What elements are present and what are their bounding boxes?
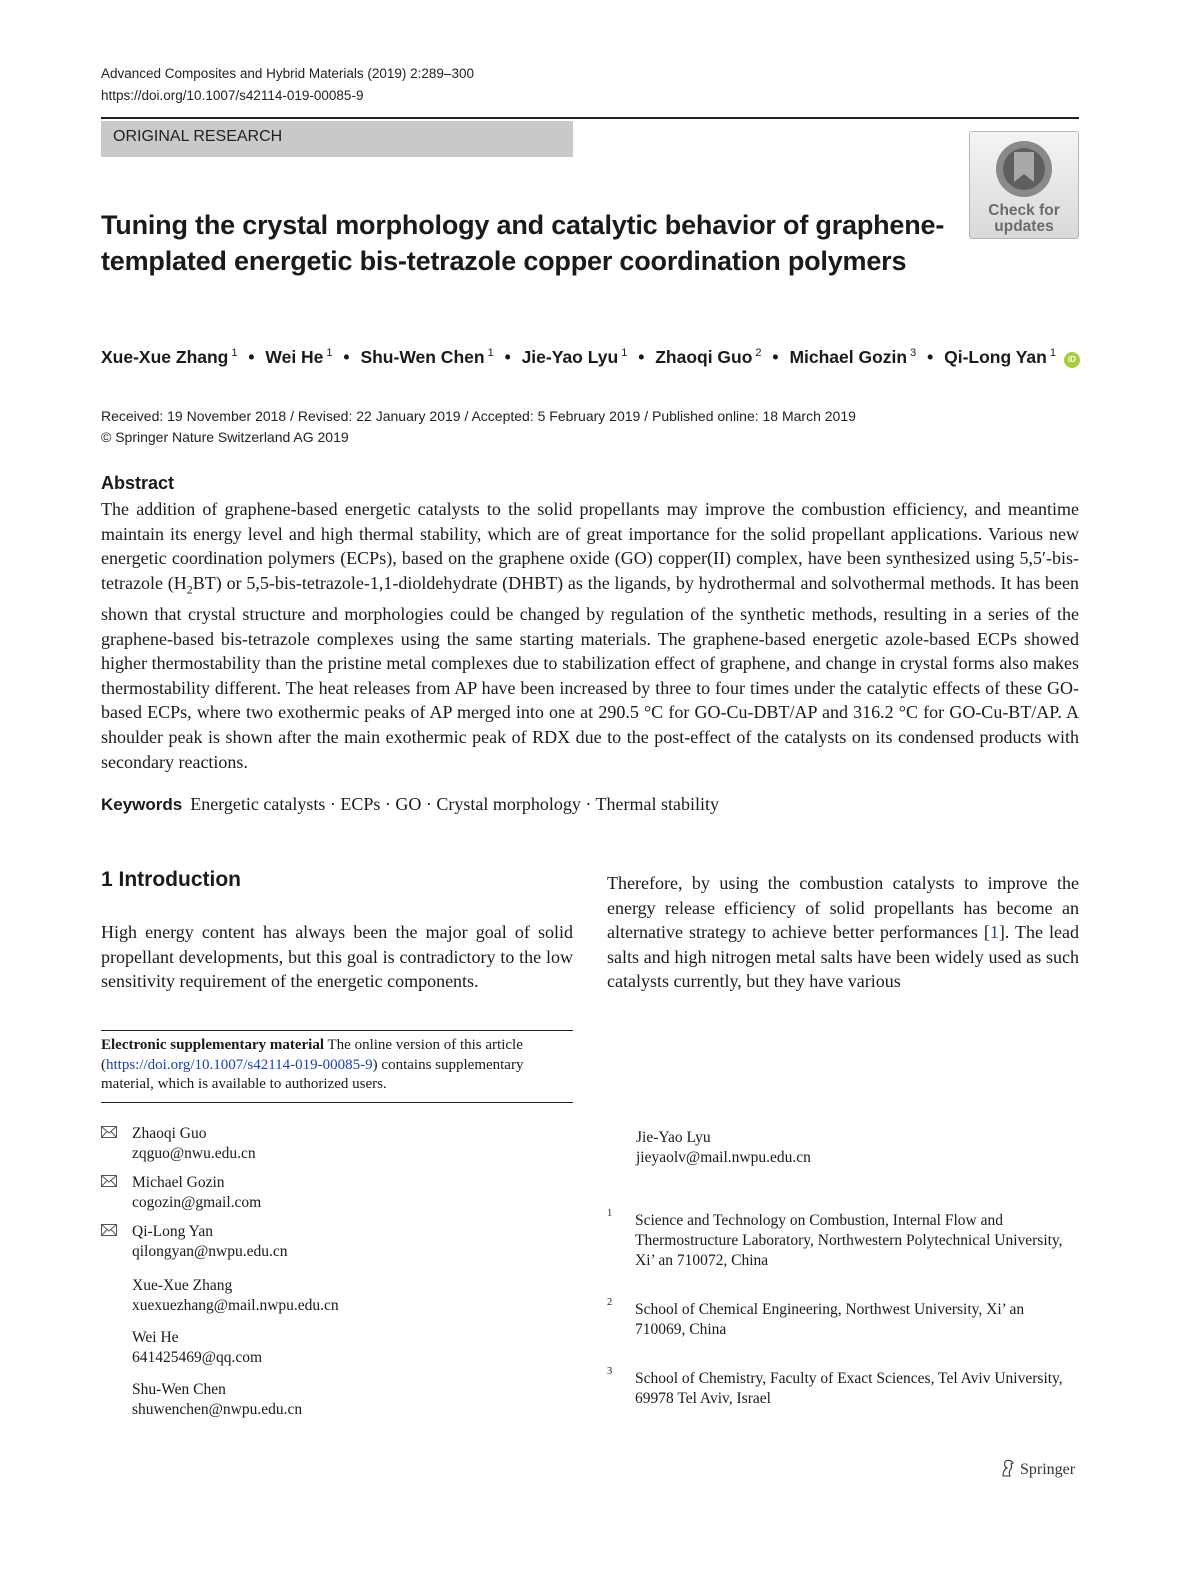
publication-dates: Received: 19 November 2018 / Revised: 22 January 2019 / Accepted: 5 February 2019 / Published online: 18 March 2019 — [101, 408, 856, 424]
publisher-logo — [1000, 1459, 1075, 1479]
intro-text: Therefore, by using the combustion catalysts to improve the energy release efficiency of solid propellants has become an alternative strategy to achieve better performances [ — [607, 873, 1079, 943]
abstract-heading: Abstract — [101, 473, 175, 493]
section-label: ORIGINAL RESEARCH — [101, 121, 573, 157]
abstract-text — [101, 497, 1079, 774]
contact-email[interactable]: 641425469@qq.com — [132, 1348, 263, 1366]
keywords-text: Energetic catalysts · ECPs · GO · Crystal morphology · Thermal stability — [190, 794, 719, 814]
header-rule — [101, 117, 1079, 119]
author[interactable]: Jie-Yao Lyu — [521, 347, 619, 367]
author-separator: • — [927, 347, 934, 367]
esm-label: Electronic supplementary material — [101, 1037, 325, 1053]
affiliation-marker: 2 — [755, 347, 762, 360]
abstract-part: BT) or 5,5-bis-tetrazole-1,1-dioldehydrate (DHBT) as the ligands, by hydrothermal and solvothermal methods. It has been shown that crystal structure and morphologies could be changed by regulation of the synthetic methods, resulting in a series of the graphene-based bis-tetrazole complexes using the same starting materials. The graphene-based energetic azole-based ECPs showed higher thermostability than the pristine metal complexes due to stabilization effect of graphene, and change in crystal forms also makes thermostability different. The heat releases from AP have been increased by three to four times under the catalytic effects of these GO-based ECPs, where two exothermic peaks of AP merged into one at 290.5 °C for GO-Cu-DBT/AP and 316.2 °C for GO-Cu-BT/AP. A shoulder peak is shown after the main exothermic peak of RDX due to the post-effect of the catalysts on its condensed products with secondary reactions. — [101, 572, 1080, 772]
contact-entry — [132, 1124, 256, 1163]
affiliation-marker: 1 — [621, 347, 628, 360]
contact-name: Jie-Yao Lyu — [636, 1129, 711, 1146]
article-title: Tuning the crystal morphology and catalytic behavior of graphene-templated energetic bis-tetrazole copper coordination polymers — [101, 210, 945, 276]
contact-entry — [132, 1276, 339, 1315]
check-for-updates-label: Check for updates — [988, 202, 1060, 235]
contact-entry — [132, 1173, 261, 1212]
contact-name: Qi-Long Yan — [132, 1223, 213, 1240]
esm-doi-link[interactable]: https://doi.org/10.1007/s42114-019-00085-9 — [106, 1056, 373, 1073]
contact-email[interactable]: shuwenchen@nwpu.edu.cn — [132, 1400, 303, 1418]
contact-name: Shu-Wen Chen — [132, 1381, 226, 1398]
author[interactable]: Zhaoqi Guo — [655, 347, 753, 367]
author[interactable]: Qi-Long Yan — [944, 347, 1047, 367]
affiliation-marker: 1 — [231, 347, 238, 360]
supplementary-material-note — [101, 1030, 573, 1103]
contact-entry — [132, 1222, 287, 1261]
contact-email[interactable]: qilongyan@nwpu.edu.cn — [132, 1242, 288, 1260]
author-separator: • — [248, 347, 255, 367]
introduction-right-paragraph — [607, 871, 1079, 994]
article-doi[interactable]: https://doi.org/10.1007/s42114-019-00085-9 — [101, 88, 364, 103]
affiliation-text: Science and Technology on Combustion, Internal Flow and Thermostructure Laboratory, Northwestern Polytechnical University, Xi’ an 710072, China — [635, 1212, 1063, 1269]
affiliation-text: School of Chemical Engineering, Northwest University, Xi’ an 710069, China — [635, 1301, 1025, 1338]
author[interactable]: Michael Gozin — [789, 347, 908, 367]
contact-email[interactable]: xuexuezhang@mail.nwpu.edu.cn — [132, 1296, 339, 1314]
springer-horse-icon — [1000, 1459, 1016, 1477]
author-list — [101, 347, 1076, 368]
affiliation-number: 1 — [607, 1208, 613, 1219]
bookmark-icon — [987, 138, 1061, 200]
introduction-heading: 1 Introduction — [101, 868, 241, 891]
publisher-name: Springer — [1020, 1461, 1076, 1478]
author[interactable]: Shu-Wen Chen — [360, 347, 485, 367]
contact-name: Michael Gozin — [132, 1174, 225, 1191]
author[interactable]: Xue-Xue Zhang — [101, 347, 229, 367]
envelope-icon[interactable] — [101, 1175, 117, 1187]
check-for-updates-button[interactable] — [969, 131, 1079, 239]
envelope-icon[interactable] — [101, 1126, 117, 1138]
contact-email[interactable]: cogozin@gmail.com — [132, 1193, 262, 1211]
contact-email[interactable]: zqguo@nwu.edu.cn — [132, 1144, 256, 1162]
author-separator: • — [772, 347, 779, 367]
author-separator: • — [504, 347, 511, 367]
esm-text: ) contains supplementary material, which is available to authorized users. — [101, 1056, 524, 1092]
journal-citation: Advanced Composites and Hybrid Materials (2019) 2:289–300 — [101, 66, 474, 81]
citation-link[interactable]: 1 — [989, 922, 999, 943]
affiliation-number: 3 — [607, 1366, 613, 1377]
affiliation-marker: 1 — [487, 347, 494, 360]
contact-email[interactable]: jieyaolv@mail.nwpu.edu.cn — [636, 1148, 811, 1166]
envelope-icon[interactable] — [101, 1224, 117, 1236]
copyright-notice: © Springer Nature Switzerland AG 2019 — [101, 429, 349, 445]
contact-name: Xue-Xue Zhang — [132, 1277, 233, 1294]
abstract-part: The addition of graphene-based energetic catalysts to the solid propellants may improve the combustion efficiency, and meantime maintain its energy level and high thermal stability, which are of great importance for the solid propellant applications. Various new energetic coordination polymers (ECPs), based on the graphene oxide (GO) copper(II) complex, have been synthesized using 5,5′-bis-tetrazole (H — [101, 499, 1079, 593]
intro-text: ]. The lead salts and high nitrogen metal salts have been widely used as such catalysts currently, but they have various — [607, 922, 1079, 992]
esm-text: The online version of this article ( — [101, 1037, 523, 1073]
keywords-label: Keywords — [101, 795, 183, 814]
author-separator: • — [343, 347, 350, 367]
contact-entry — [132, 1328, 262, 1367]
affiliation-marker: 1 — [1049, 347, 1056, 360]
introduction-left-paragraph: High energy content has always been the major goal of solid propellant developments, but this goal is contradictory to the low sensitivity requirement of the energetic components. — [101, 922, 573, 992]
abstract-subscript: 2 — [186, 582, 193, 597]
keywords — [101, 794, 719, 815]
affiliation-text: School of Chemistry, Faculty of Exact Sciences, Tel Aviv University, 69978 Tel Aviv, Israel — [635, 1370, 1063, 1407]
affiliation-number: 2 — [607, 1297, 613, 1308]
contact-entry — [636, 1128, 811, 1167]
author-separator: • — [638, 347, 645, 367]
affiliation-marker: 3 — [910, 347, 917, 360]
author[interactable]: Wei He — [265, 347, 324, 367]
orcid-icon[interactable]: iD — [1064, 352, 1080, 368]
contact-entry — [132, 1380, 302, 1419]
contact-name: Wei He — [132, 1329, 179, 1346]
affiliation-marker: 1 — [326, 347, 333, 360]
contact-name: Zhaoqi Guo — [132, 1125, 207, 1142]
